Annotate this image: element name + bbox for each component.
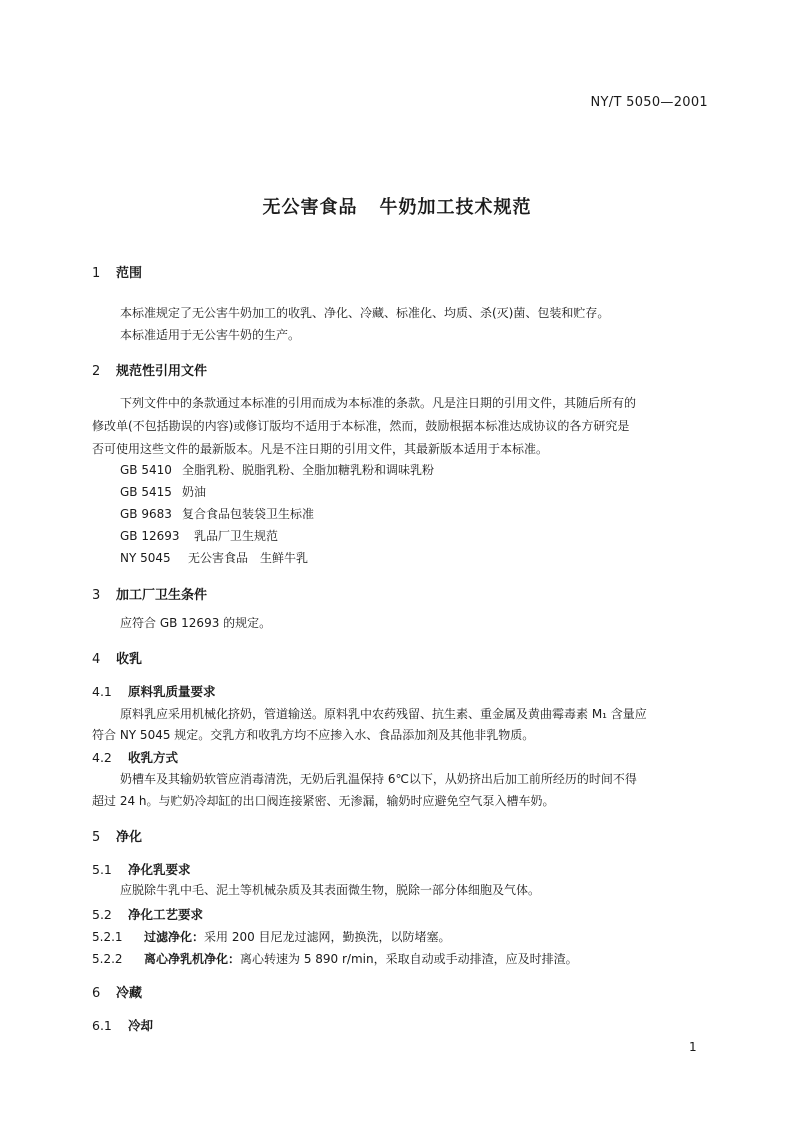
clause-number: 5.2.1 [92,930,123,944]
document-code: NY/T 5050—2001 [590,95,708,110]
section-3-para-1: 应符合 GB 12693 的规定。 [120,616,272,630]
subsection-5-1-para: 应脱除牛乳中毛、泥土等机械杂质及其表面微生物，脱除一部分体细胞及气体。 [120,883,541,897]
subsection-4-1-heading [92,682,216,700]
section-label: 规范性引用文件 [116,364,208,379]
subsection-5-1-heading [92,860,191,878]
subsection-5-2-1 [92,928,451,945]
section-number: 3 [92,588,101,603]
subsection-number: 5.2 [92,907,112,922]
subsection-5-2-2 [92,950,578,967]
subsection-4-1-line-1: 原料乳应采用机械化挤奶，管道输送。原料乳中农药残留、抗生素、重金属及黄曲霉毒素 M₁ 含量应 [120,707,647,721]
title-part2: 牛奶加工技术规范 [379,197,532,218]
subsection-label: 净化工艺要求 [128,907,204,922]
reference-title: 复合食品包装袋卫生标准 [182,507,315,521]
clause-label: 离心净乳机净化： [144,952,241,966]
section-2-line-1: 下列文件中的条款通过本标准的引用而成为本标准的条款。凡是注日期的引用文件，其随后所有的 [120,396,637,410]
section-3-heading [92,584,207,603]
reference-title: 乳品厂卫生规范 [194,529,279,543]
section-2-line-3: 否可使用这些文件的最新版本。凡是不注日期的引用文件，其最新版本适用于本标准。 [92,442,549,456]
reference-code: GB 5410 [120,463,172,477]
section-number: 4 [92,652,101,667]
reference-item [120,549,308,566]
subsection-label: 收乳方式 [128,750,179,765]
subsection-5-2-heading [92,905,203,923]
section-label: 净化 [116,830,143,845]
section-6-heading [92,982,142,1001]
subsection-number: 4.2 [92,750,112,765]
reference-title: 奶油 [182,485,207,499]
clause-text: 离心转速为 5 890 r/min，采取自动或手动排渣，应及时排渣。 [240,952,578,966]
section-1-para-1: 本标准规定了无公害牛奶加工的收乳、净化、冷藏、标准化、均质、杀(灭)菌、包装和贮存。 [120,306,610,320]
reference-item [120,483,206,500]
subsection-number: 5.1 [92,862,112,877]
reference-code: GB 5415 [120,485,172,499]
subsection-6-1-heading [92,1016,153,1034]
section-1-heading [92,262,142,281]
clause-text: 采用 200 目尼龙过滤网，勤换洗，以防堵塞。 [204,930,451,944]
subsection-4-2-line-2: 超过 24 h。与贮奶冷却缸的出口阀连接紧密、无渗漏，输奶时应避免空气泵入槽车奶。 [92,794,555,808]
reference-title: 全脂乳粉、脱脂乳粉、全脂加糖乳粉和调味乳粉 [182,463,435,477]
section-5-heading [92,826,142,845]
section-2-heading [92,360,207,379]
subsection-number: 4.1 [92,684,112,699]
reference-code: NY 5045 [120,551,171,565]
subsection-number: 6.1 [92,1018,112,1033]
section-number: 5 [92,830,101,845]
subsection-4-1-line-2: 符合 NY 5045 规定。交乳方和收乳方均不应掺入水、食品添加剂及其他非乳物质。 [92,728,535,742]
section-label: 加工厂卫生条件 [116,588,208,603]
reference-item [120,527,278,544]
subsection-label: 冷却 [128,1018,154,1033]
document-title [0,193,794,219]
section-label: 范围 [116,266,143,281]
clause-number: 5.2.2 [92,952,123,966]
clause-label: 过滤净化： [144,930,205,944]
reference-item [120,505,314,522]
subsection-label: 原料乳质量要求 [128,684,216,699]
subsection-4-2-line-1: 奶槽车及其输奶软管应消毒清洗，无奶后乳温保持 6℃以下，从奶挤出后加工前所经历的时间不得 [120,772,637,786]
subsection-label: 净化乳要求 [128,862,191,877]
section-label: 收乳 [116,652,143,667]
reference-code: GB 12693 [120,529,180,543]
section-1-para-2: 本标准适用于无公害牛奶的生产。 [120,328,301,342]
reference-title: 无公害食品 生鲜牛乳 [188,551,309,565]
section-number: 1 [92,266,101,281]
reference-code: GB 9683 [120,507,172,521]
reference-item [120,461,434,478]
title-part1: 无公害食品 [262,197,358,218]
section-number: 2 [92,364,101,379]
section-number: 6 [92,986,101,1001]
subsection-4-2-heading [92,748,178,766]
section-4-heading [92,648,142,667]
page-number: 1 [689,1040,697,1054]
section-2-line-2: 修改单(不包括勘误的内容)或修订版均不适用于本标准，然而，鼓励根据本标准达成协议的各方研究是 [92,419,630,433]
section-label: 冷藏 [116,986,143,1001]
